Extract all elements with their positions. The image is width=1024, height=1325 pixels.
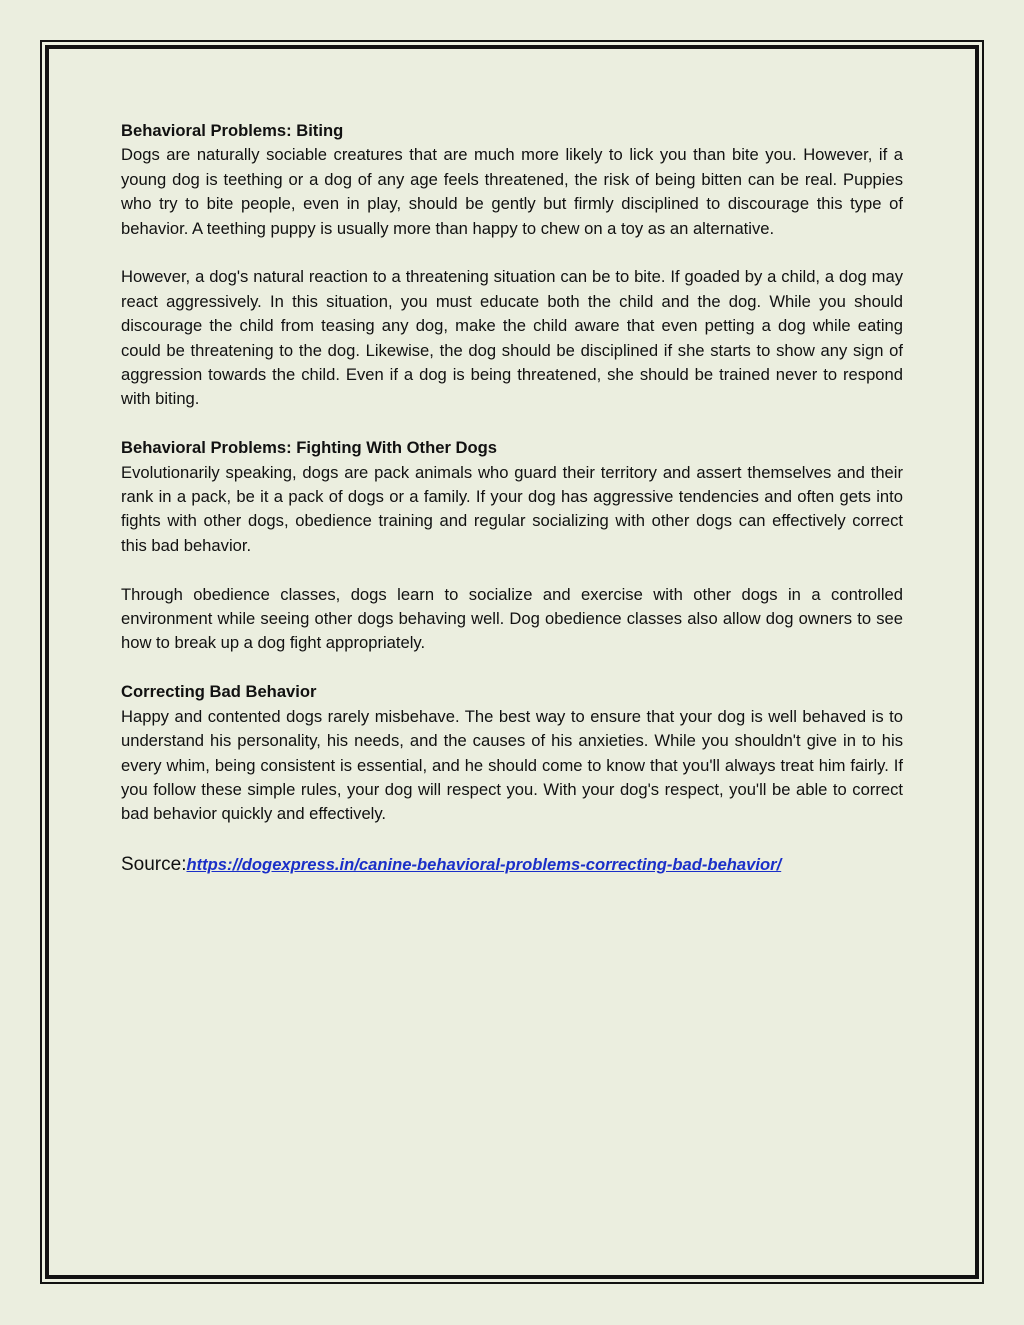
paragraph-biting-1: Dogs are naturally sociable creatures that are much more likely to lick you than bite you. However, if a young dog is teething or a dog of any age feels threatened, the risk of being bitten can be real. Puppies who try to bite people, even in play, should be gently but firmly disciplined to discourage this type of behavior. A teething puppy is usually more than happy to chew on a toy as an alternative. bbox=[121, 145, 903, 238]
paragraph-fighting-2: Through obedience classes, dogs learn to socialize and exercise with other dogs in a controlled environment while seeing other dogs behaving well. Dog obedience classes also allow dog owners to see how to break up a dog fight appropriately. bbox=[121, 584, 903, 653]
paragraph-correcting-1: Happy and contented dogs rarely misbehave. The best way to ensure that your dog is well behaved is to understand his personality, his needs, and the causes of his anxieties. While you shouldn't give in to his every whim, being consistent is essential, and he should come to know that you'll always treat him fairly. If you follow these simple rules, your dog will respect you. With your dog's respect, you'll be able to correct bad behavior quickly and effectively. bbox=[121, 706, 903, 824]
paragraph-spacer bbox=[121, 656, 903, 680]
source-label: Source: bbox=[121, 853, 187, 875]
section-heading-correcting: Correcting Bad Behavior bbox=[121, 682, 317, 702]
paragraph-spacer bbox=[121, 558, 903, 582]
paragraph-spacer bbox=[121, 412, 903, 436]
section-heading-fighting: Behavioral Problems: Fighting With Other Dogs bbox=[121, 438, 498, 458]
paragraph-biting-2: However, a dog's natural reaction to a threatening situation can be to bite. If goaded by a child, a dog may react aggressively. In this situation, you must educate both the child and the dog. While you should discourage the child from teasing any dog, make the child aware that even petting a dog while eating could be threatening to the dog. Likewise, the dog should be disciplined if she starts to show any sign of aggression towards the child. Even if a dog is being threatened, she should be trained never to respond with biting. bbox=[121, 267, 903, 409]
paragraph-spacer bbox=[121, 241, 903, 265]
section-heading-biting: Behavioral Problems: Biting bbox=[121, 121, 344, 140]
source-link[interactable]: https://dogexpress.in/canine-behavioral-problems-correcting-bad-behavior/ bbox=[186, 854, 782, 874]
paragraph-fighting-1: Evolutionarily speaking, dogs are pack animals who guard their territory and assert themselves and their rank in a pack, be it a pack of dogs or a family. If your dog has aggressive tendencies and often gets into fights with other dogs, obedience training and regular socializing with other dogs can effectively correct this bad behavior. bbox=[121, 462, 903, 555]
article-body bbox=[121, 119, 903, 877]
source-line bbox=[121, 853, 903, 877]
